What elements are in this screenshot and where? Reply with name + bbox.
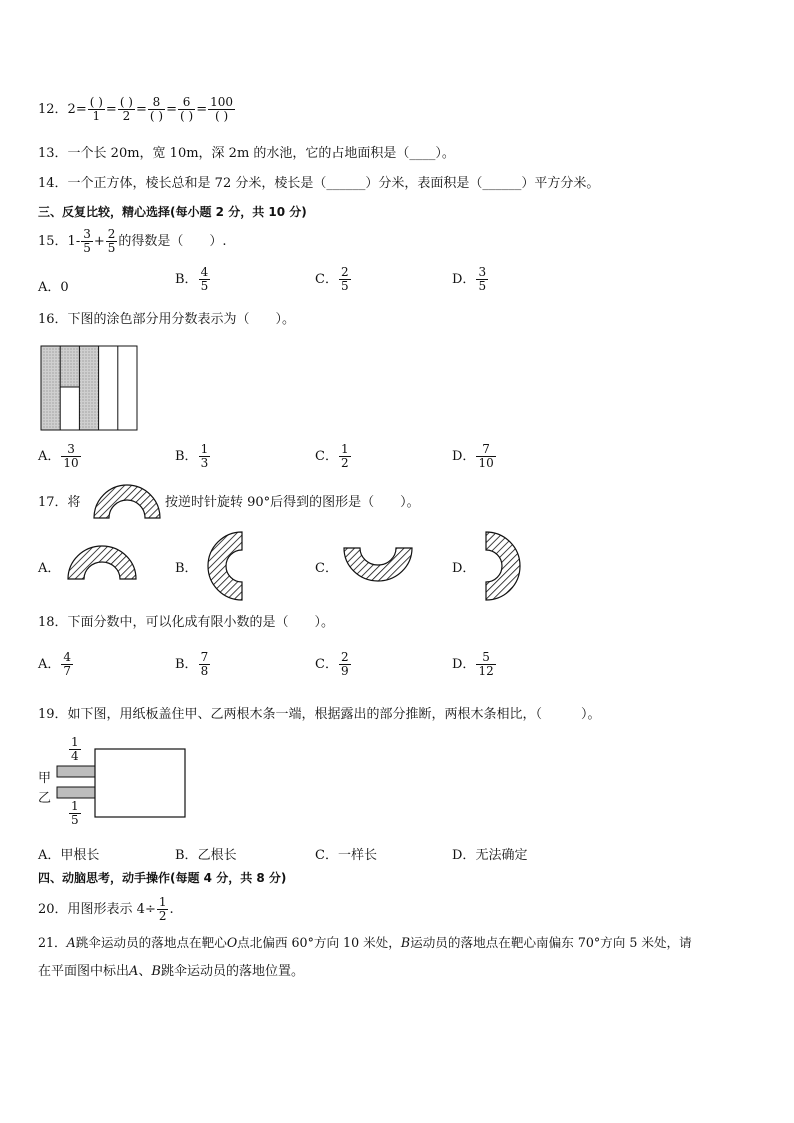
question-19: 19．如下图，用纸板盖住甲、乙两根木条一端，根据露出的部分推断，两根木条相比，（ ）。 [38,707,601,722]
fraction: $\frac{( )}{1}$ [89,95,103,123]
fraction: $\frac{2}{5}$ [107,227,116,255]
q18-option-b: B． $\frac{7}{8}$ [175,650,209,678]
q15-option-b: B． $\frac{4}{5}$ [175,265,209,293]
q18-option-d: D． $\frac{5}{12}$ [452,650,494,678]
q16-shaded-rectangle-figure [40,345,138,431]
question-18: 18．下面分数中，可以化成有限小数的是（ ）。 [38,615,335,630]
fraction: $\frac{1}{2}$ [158,895,167,923]
q17-option-d-label: D． [452,561,476,576]
fraction: $\frac{6}{( )}$ [180,95,194,123]
q18-option-c: C． $\frac{2}{9}$ [315,650,349,678]
question-15: 15．1- $\frac{3}{5}$ + $\frac{2}{5}$ 的得数是（ ）. [38,227,227,255]
fraction: $\frac{3}{5}$ [83,227,91,255]
q19-option-d: D．无法确定 [452,848,528,863]
q16-option-b: B． $\frac{1}{3}$ [175,442,209,470]
q17-option-c-half-ring-down [342,546,414,582]
q19-label-jia: 甲 [38,771,52,786]
q15-option-a: A．0 [38,280,69,295]
q15-option-c: C． $\frac{2}{5}$ [315,265,349,293]
q17-option-d-half-ring-right [484,530,524,602]
q17-option-a-label: A． [38,561,61,576]
q17-option-b-label: B． [175,561,198,576]
q19-option-c: C．一样长 [315,848,377,863]
q15-option-d: D． $\frac{3}{5}$ [452,265,487,293]
section-4-heading: 四、动脑思考，动手操作(每题 4 分，共 8 分) [38,871,287,885]
question-17-prefix: 17．将 [38,495,81,510]
question-14: 14．一个正方体，棱长总和是 72 分米，棱长是（______）分米，表面积是（______）平方分米。 [38,176,600,191]
q18-option-a: A． $\frac{4}{7}$ [38,650,72,678]
question-12: 12．2= $\frac{( )}{1}$ = $\frac{( )}{2}$ = $\frac{8}{( )}$ = $\frac{6}{( )}$ = $\frac{100}{( )}$ [38,95,233,123]
q19-option-b: B．乙根长 [175,848,237,863]
q17-half-ring-figure [92,482,162,520]
q17-option-b-half-ring-left [204,530,244,602]
q16-option-a: A． $\frac{3}{10}$ [38,442,79,470]
question-13: 13．一个长 20m，宽 10m，深 2m 的水池，它的占地面积是（____）。 [38,146,455,161]
q19-label-yi: 乙 [38,791,52,806]
q19-bottom-fraction: $\frac{1}{5}$ [71,799,79,827]
q16-option-c: C． $\frac{1}{2}$ [315,442,349,470]
question-20: 20．用图形表示 4÷ $\frac{1}{2}$ . [38,895,174,923]
q17-option-a-half-ring-up [66,545,138,581]
fraction: $\frac{100}{( )}$ [210,95,233,123]
question-21-line-1: 21．𝐴跳伞运动员的落地点在靶心𝑂点北偏西 60°方向 10 米处，𝐵运动员的落地点在靶心南偏东 70°方向 5 米处，请 [38,935,692,950]
question-17-text: 按逆时针旋转 90°后得到的图形是（ ）。 [165,495,420,510]
q19-top-fraction: $\frac{1}{4}$ [71,735,79,763]
section-3-heading: 三、反复比较，精心选择(每小题 2 分，共 10 分) [38,205,307,219]
q16-option-d: D． $\frac{7}{10}$ [452,442,494,470]
fraction: $\frac{8}{( )}$ [149,95,164,123]
question-21-line-2: 在平面图中标出𝐴、𝐵跳伞运动员的落地位置。 [38,964,304,979]
q17-option-c-label: C． [315,561,338,576]
fraction: $\frac{( )}{2}$ [119,95,133,123]
q19-option-a: A．甲根长 [38,848,100,863]
question-16: 16．下图的涂色部分用分数表示为（ ）。 [38,312,296,327]
